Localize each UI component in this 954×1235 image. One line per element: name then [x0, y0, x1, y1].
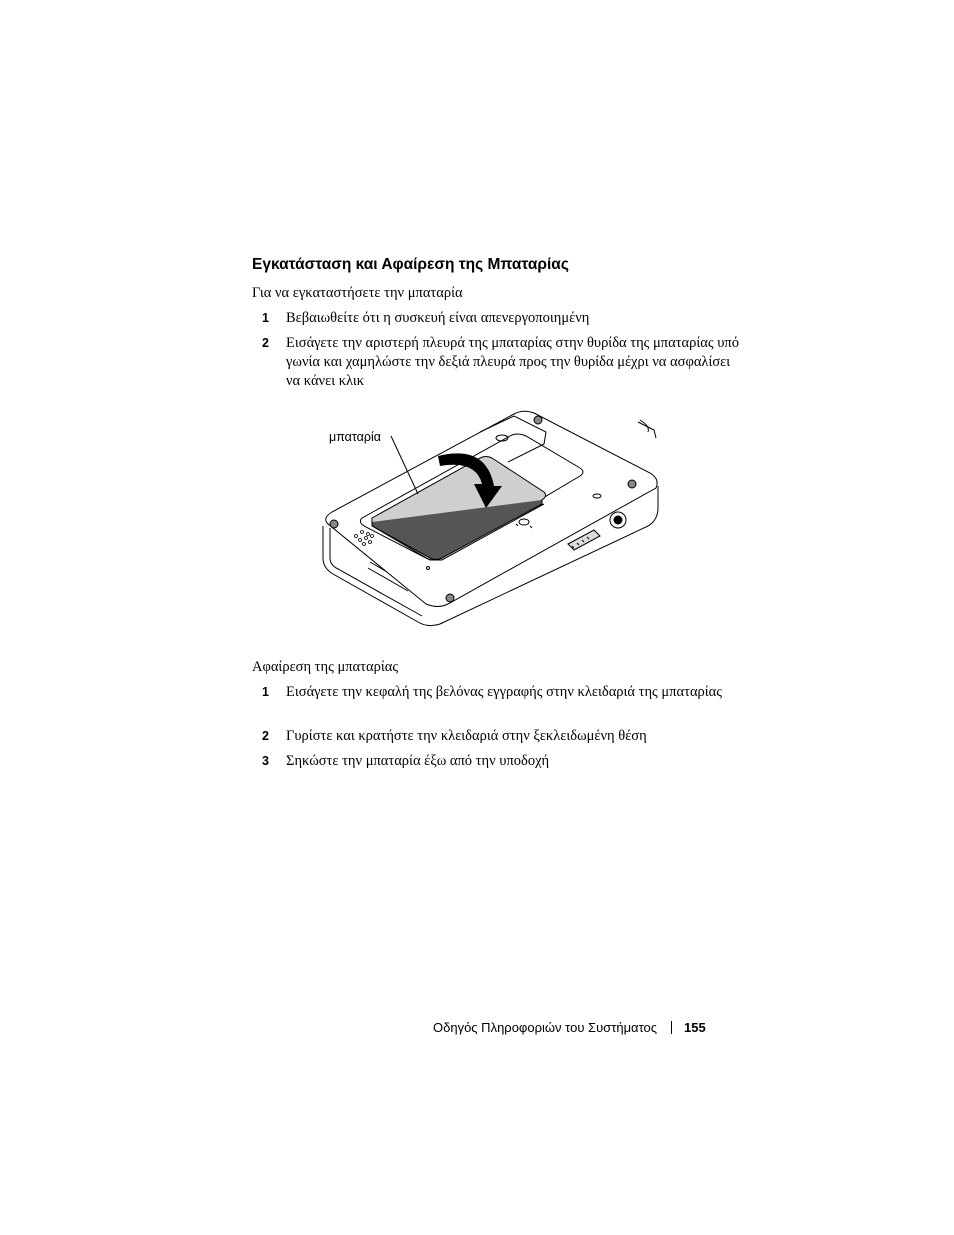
- section-title: Εγκατάσταση και Αφαίρεση της Μπαταρίας: [252, 256, 569, 273]
- step-text: Σηκώστε την μπαταρία έξω από την υποδοχή: [286, 753, 550, 769]
- remove-intro: Αφαίρεση της μπαταρίας: [252, 659, 399, 675]
- page-number: 155: [684, 1020, 706, 1035]
- step-number: 3: [262, 754, 269, 768]
- step-text: Εισάγετε την αριστερή πλευρά της μπαταρίας στην θυρίδα της μπαταρίας υπό γωνία και χαμηλώστε την δεξιά πλευρά προς την θυρίδα μέχρι να ασφαλίσει να κάνει κλικ: [286, 335, 739, 389]
- footer-guide-title: Οδηγός Πληροφοριών του Συστήματος: [433, 1020, 658, 1035]
- step-number: 2: [262, 336, 269, 350]
- step-text: Εισάγετε την κεφαλή της βελόνας εγγραφής στην κλειδαριά της μπαταρίας: [286, 684, 723, 700]
- step-number: 1: [262, 311, 269, 325]
- step-text: Γυρίστε και κρατήστε την κλειδαριά στην ξεκλειδωμένη θέση: [286, 728, 647, 744]
- page-footer: [433, 1020, 706, 1035]
- footer-separator: [671, 1021, 672, 1034]
- step-number: 2: [262, 729, 269, 743]
- step-text: Βεβαιωθείτε ότι η συσκευή είναι απενεργοποιημένη: [286, 310, 590, 326]
- battery-callout-label: μπαταρία: [329, 430, 381, 444]
- step-number: 1: [262, 685, 269, 699]
- install-intro: Για να εγκαταστήσετε την μπαταρία: [252, 285, 463, 301]
